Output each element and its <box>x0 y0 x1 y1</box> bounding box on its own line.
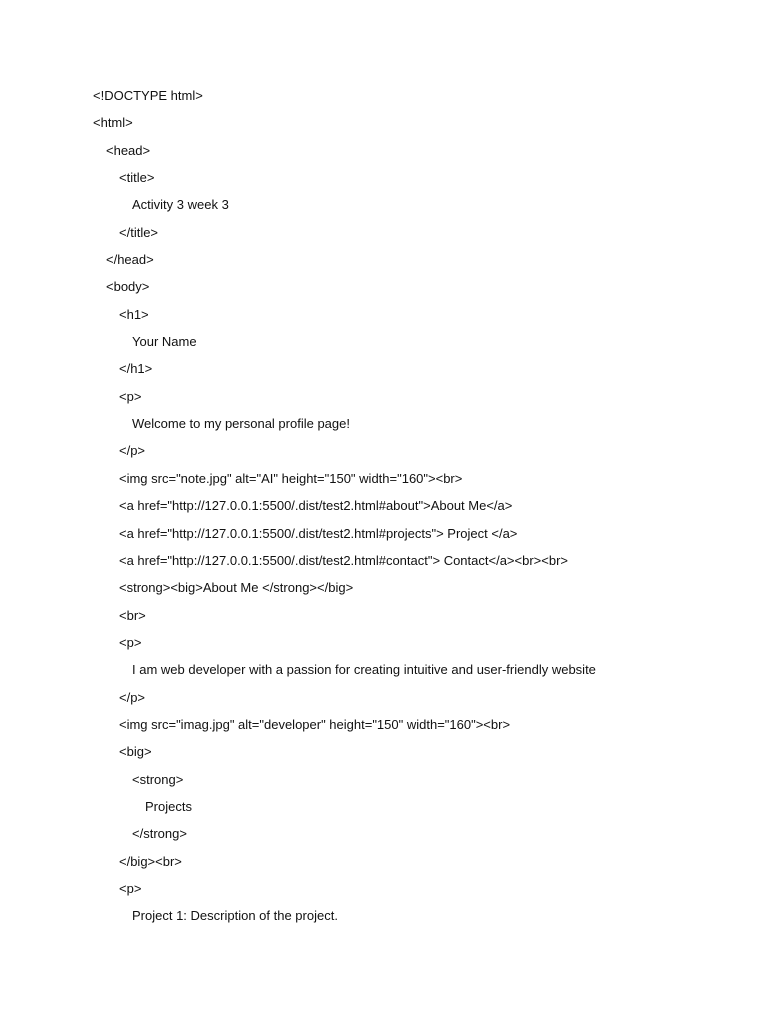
document-line: <body> <box>106 279 150 295</box>
document-line: </title> <box>119 224 159 240</box>
document-line: </p> <box>119 689 146 705</box>
document-line: </big><br> <box>119 853 182 869</box>
document-line: <head> <box>106 142 151 158</box>
document-line: <p> <box>119 388 142 404</box>
document-line: </h1> <box>119 361 153 377</box>
document-line: <strong><big>About Me </strong></big> <box>119 580 354 596</box>
document-line: Project 1: Description of the project. <box>132 908 338 924</box>
document-line: <big> <box>119 744 152 760</box>
code-lines <box>93 86 733 934</box>
document-line: <html> <box>93 115 133 131</box>
document-line: Your Name <box>132 334 197 350</box>
document-line: <!DOCTYPE html> <box>93 88 203 103</box>
document-line: <p> <box>119 880 142 896</box>
document-line: Activity 3 week 3 <box>132 197 229 213</box>
document-line: <a href="http://127.0.0.1:5500/.dist/test2.html#projects"> Project </a> <box>119 525 518 541</box>
document-line: <strong> <box>132 771 184 787</box>
document-line: <a href="http://127.0.0.1:5500/.dist/test2.html#contact"> Contact</a><br><br> <box>119 552 569 568</box>
document-line: </p> <box>119 443 146 459</box>
document-line: Welcome to my personal profile page! <box>132 416 350 432</box>
document-line: <h1> <box>119 306 149 322</box>
document-line: <title> <box>119 170 155 186</box>
document-line: <img src="note.jpg" alt="AI" height="150" width="160"><br> <box>119 470 463 486</box>
document-line: <p> <box>119 634 142 650</box>
document-line: </head> <box>106 252 154 268</box>
document-line: I am web developer with a passion for creating intuitive and user-friendly website <box>132 662 596 678</box>
document-line: Projects <box>145 798 192 814</box>
document-line: <br> <box>119 607 146 623</box>
document-line: <img src="imag.jpg" alt="developer" height="150" width="160"><br> <box>119 716 511 732</box>
document-line: <a href="http://127.0.0.1:5500/.dist/test2.html#about">About Me</a> <box>119 498 513 514</box>
document-line: </strong> <box>132 826 187 842</box>
